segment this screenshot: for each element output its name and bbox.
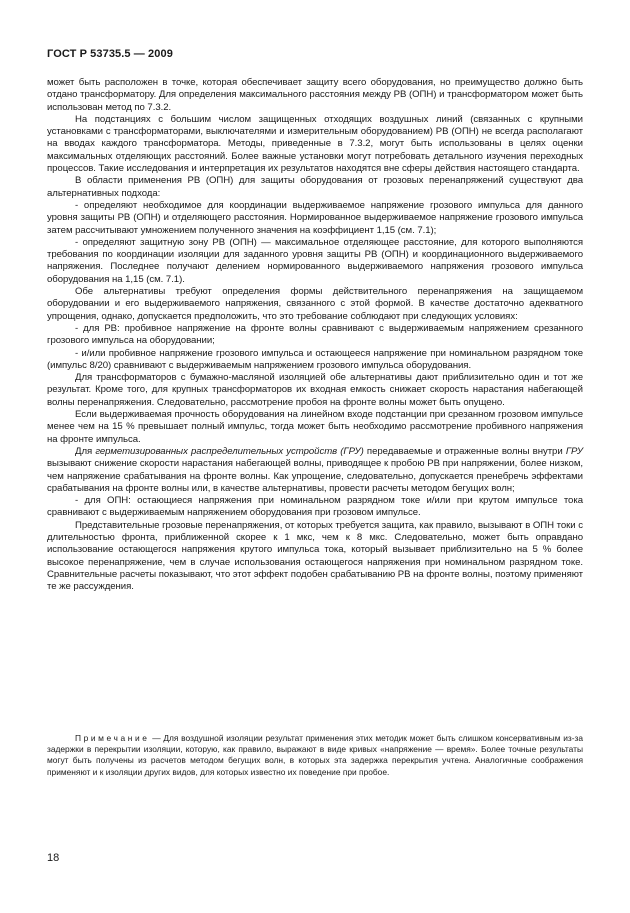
paragraph: На подстанциях с большим числом защищенных отходящих воздушных линий (связанных с крупными установками с трансформаторами, выключателями и измерительным оборудованием) РВ (ОПН) не всегда располагают на вводах каждого трансформатора. Методы, приведенные в 7.3.2, могут быть использованы в целях оценки максимальных отделяющих расстояний. Более важные установки могут потребовать детального изучения переходных процессов. Такие исследования и интерпретация их результатов находятся вне сферы действия настоящего стандарта. bbox=[47, 113, 583, 175]
page-number: 18 bbox=[47, 852, 60, 864]
paragraph: Если выдерживаемая прочность оборудования на линейном входе подстанции при срезанном грозовом импульсе менее чем на 15 % превышает полный импульс, тогда может быть необходимо рассмотрение пробивного напряжения на фронте импульса. bbox=[47, 409, 583, 445]
note-block bbox=[47, 733, 583, 778]
list-item: - и/или пробивное напряжение грозового импульса и остающееся напряжение при номинальном разрядном токе (импульс 8/20) сравнивают с выдерживаемым напряжением грозового импульса оборудования. bbox=[47, 347, 583, 371]
body-text bbox=[47, 77, 583, 593]
paragraph: Представительные грозовые перенапряжения, от которых требуется защита, как правило, вызывают в ОПН токи с длительностью фронта, приближенной скорее к 1 мкс, чем к 8 мкс. Следовательно, может быть оправдано использование остающегося напряжения крутого импульса тока, который вызывает приблизительно на 5 % более высокое перенапряжение, чем в случае использования остающегося напряжения при номинальном разрядном токе. Сравнительные расчеты показывают, что этот эффект подобен срабатыванию РВ на фронте волны, поэтому применяют те же рассуждения. bbox=[47, 519, 583, 593]
note-label: Примечание bbox=[75, 733, 150, 743]
list-item: - для РВ: пробивное напряжение на фронте волны сравнивают с выдерживаемым напряжением срезанного грозового импульса на оборудовании; bbox=[47, 322, 583, 347]
paragraph: В области применения РВ (ОПН) для защиты оборудования от грозовых перенапряжений существуют два альтернативных подхода: bbox=[47, 175, 583, 199]
italic-term: герметизированных распределительных устройств (ГРУ) bbox=[95, 445, 364, 457]
text-run: Для bbox=[75, 445, 96, 457]
paragraph: Обе альтернативы требуют определения формы действительного перенапряжения на защищаемом оборудовании и его выдерживаемого напряжения, связанного с этой формой. В качестве достаточно адекватного упрощения, однако, допускается предположить, что это требование соблюдают при следующих условиях: bbox=[47, 286, 583, 322]
standard-header: ГОСТ Р 53735.5 — 2009 bbox=[47, 48, 173, 60]
note-text: — Для воздушной изоляции результат применения этих методик может быть слишком консервативным из-за задержки в перекрытии изоляции, которую, как правило, выражают в виде кривых «напряжение — время». Более точные результаты могут быть получены из расчетов методом бегущих волн, в которых эта задержка перекрытия учтена. Аналогичные соображения применяют и к изоляции других видов, для которых известно их поведение при пробое. bbox=[47, 733, 583, 777]
paragraph bbox=[47, 446, 583, 495]
list-item: - для ОПН: остающиеся напряжения при номинальном разрядном токе и/или при крутом импульсе тока сравнивают с выдерживаемым напряжением оборудования при грозовом импульсе. bbox=[47, 495, 583, 519]
paragraph: Для трансформаторов с бумажно-масляной изоляцией обе альтернативы дают приблизительно один и тот же результат. Кроме того, для крупных трансформаторов их входная емкость снижает скорость нарастания набегающей волны перенапряжения. Следовательно, рассмотрение пробоя на фронте волны может быть опущено. bbox=[47, 372, 583, 408]
text-run: вызывают снижение скорости нарастания набегающей волны, приводящее к пробою РВ при напряжении, более низком, чем напряжение срабатывания на фронте волны. Как упрощение, следовательно, допускается пренебречь эффектами срабатывания на фронте волны или, в качестве альтернативы, провести расчеты методом бегущих волн; bbox=[47, 458, 583, 494]
note-paragraph bbox=[47, 733, 583, 778]
paragraph: может быть расположен в точке, которая обеспечивает защиту всего оборудования, но преимущество должно быть отдано трансформатору. Для определения максимального расстояния между РВ (ОПН) и трансформатором может быть использован метод по 7.3.2. bbox=[47, 77, 583, 113]
text-run: передаваемые и отраженные волны внутри bbox=[363, 445, 566, 457]
list-item: - определяют защитную зону РВ (ОПН) — максимальное отделяющее расстояние, для которого выполняются требования по координации изоляции для заданного уровня защиты РВ (ОПН) и координационного выдерживаемого напряжения. Последнее получают делением нормированного выдерживаемого напряжения грозового импульса оборудования на 1,15 (см. 7.1). bbox=[47, 236, 583, 285]
list-item: - определяют необходимое для координации выдерживаемое напряжение грозового импульса для данного уровня защиты РВ (ОПН) и отделяющего расстояния. Нормированное выдерживаемое напряжение грозового импульса затем рассчитывают умножением полученного значения на коэффициент 1,15 (см. 7.1); bbox=[47, 199, 583, 236]
italic-term: ГРУ bbox=[565, 445, 583, 457]
